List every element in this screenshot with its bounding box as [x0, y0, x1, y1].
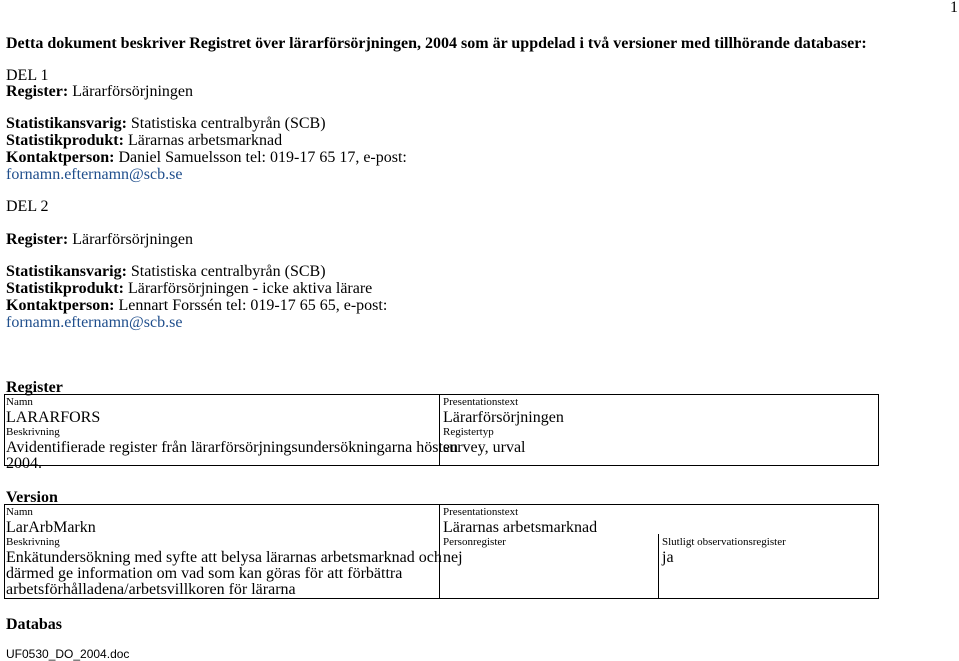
version-table-divider-2 [658, 534, 659, 599]
version-slutligt-value: ja [662, 549, 674, 566]
del2-kontakt-value: Lennart Forssén tel: 019-17 65 65, e-post: [118, 297, 388, 314]
register-namn-value: LARARFORS [6, 409, 101, 426]
version-namn-value: LarArbMarkn [6, 519, 96, 536]
del1-heading: DEL 1 [6, 67, 49, 84]
del1-register-label: Register: [6, 83, 69, 100]
register-namn-label: Namn [6, 396, 33, 408]
footer-filename: UF0530_DO_2004.doc [6, 647, 130, 661]
version-beskrivning-line1: Enkätundersökning med syfte att belysa lärarnas arbetsmarknad och [6, 549, 442, 566]
del2-email-link[interactable]: fornamn.efternamn@scb.se [6, 314, 183, 331]
del2-heading: DEL 2 [6, 198, 49, 215]
del1-kontakt-label: Kontaktperson: [6, 149, 115, 166]
del1-ansvarig-label: Statistikansvarig: [6, 115, 127, 132]
del2-register-line [6, 230, 193, 249]
page-number: 1 [950, 0, 958, 16]
del2-produkt-value: Lärarförsörjningen - icke aktiva lärare [127, 280, 373, 297]
del1-register-value: Lärarförsörjningen [72, 83, 194, 100]
databas-heading: Databas [6, 616, 63, 633]
version-beskrivning-label: Beskrivning [6, 536, 60, 548]
intro-text: Detta dokument beskriver Registret över lärarförsörjningen, 2004 som är uppdelad i två versioner med tillhörande databaser: [6, 35, 867, 52]
del2-register-value: Lärarförsörjningen [72, 231, 194, 248]
version-presentationstext-label: Presentationstext [443, 506, 519, 518]
version-personregister-label: Personregister [443, 536, 506, 548]
register-heading: Register [6, 379, 63, 396]
register-registertyp-value: survey, urval [443, 439, 526, 456]
version-heading: Version [6, 489, 58, 506]
register-beskrivning-line1: Avidentifierade register från lärarförsörjningsundersökningarna hösten [6, 439, 458, 456]
del2-ansvarig-value: Statistiska centralbyrån (SCB) [130, 263, 326, 280]
version-slutligt-label: Slutligt observationsregister [662, 536, 786, 548]
del1-email-link[interactable]: fornamn.efternamn@scb.se [6, 166, 183, 183]
del1-ansvarig-value: Statistiska centralbyrån (SCB) [130, 115, 326, 132]
del1-produkt-value: Lärarnas arbetsmarknad [127, 132, 283, 149]
del2-register-label: Register: [6, 231, 69, 248]
del1-register-line [6, 82, 193, 101]
del1-produkt-label: Statistikprodukt: [6, 132, 124, 149]
register-presentationstext-label: Presentationstext [443, 396, 519, 408]
version-beskrivning-line3: arbetsförhålladena/arbetsvillkoren för lärarna [6, 581, 296, 598]
register-presentationstext-value: Lärarförsörjningen [443, 409, 564, 426]
register-beskrivning-line2: 2004. [6, 455, 42, 472]
version-namn-label: Namn [6, 506, 33, 518]
version-beskrivning-line2: därmed ge information om vad som kan göras för att förbättra [6, 565, 403, 582]
register-beskrivning-label: Beskrivning [6, 426, 60, 438]
del2-kontakt-label: Kontaktperson: [6, 297, 115, 314]
del2-ansvarig-label: Statistikansvarig: [6, 263, 127, 280]
register-registertyp-label: Registertyp [443, 426, 494, 438]
version-personregister-value: nej [443, 549, 463, 566]
del1-kontakt-value: Daniel Samuelsson tel: 019-17 65 17, e-post: [118, 149, 407, 166]
del2-produkt-label: Statistikprodukt: [6, 280, 124, 297]
version-presentationstext-value: Lärarnas arbetsmarknad [443, 519, 598, 536]
